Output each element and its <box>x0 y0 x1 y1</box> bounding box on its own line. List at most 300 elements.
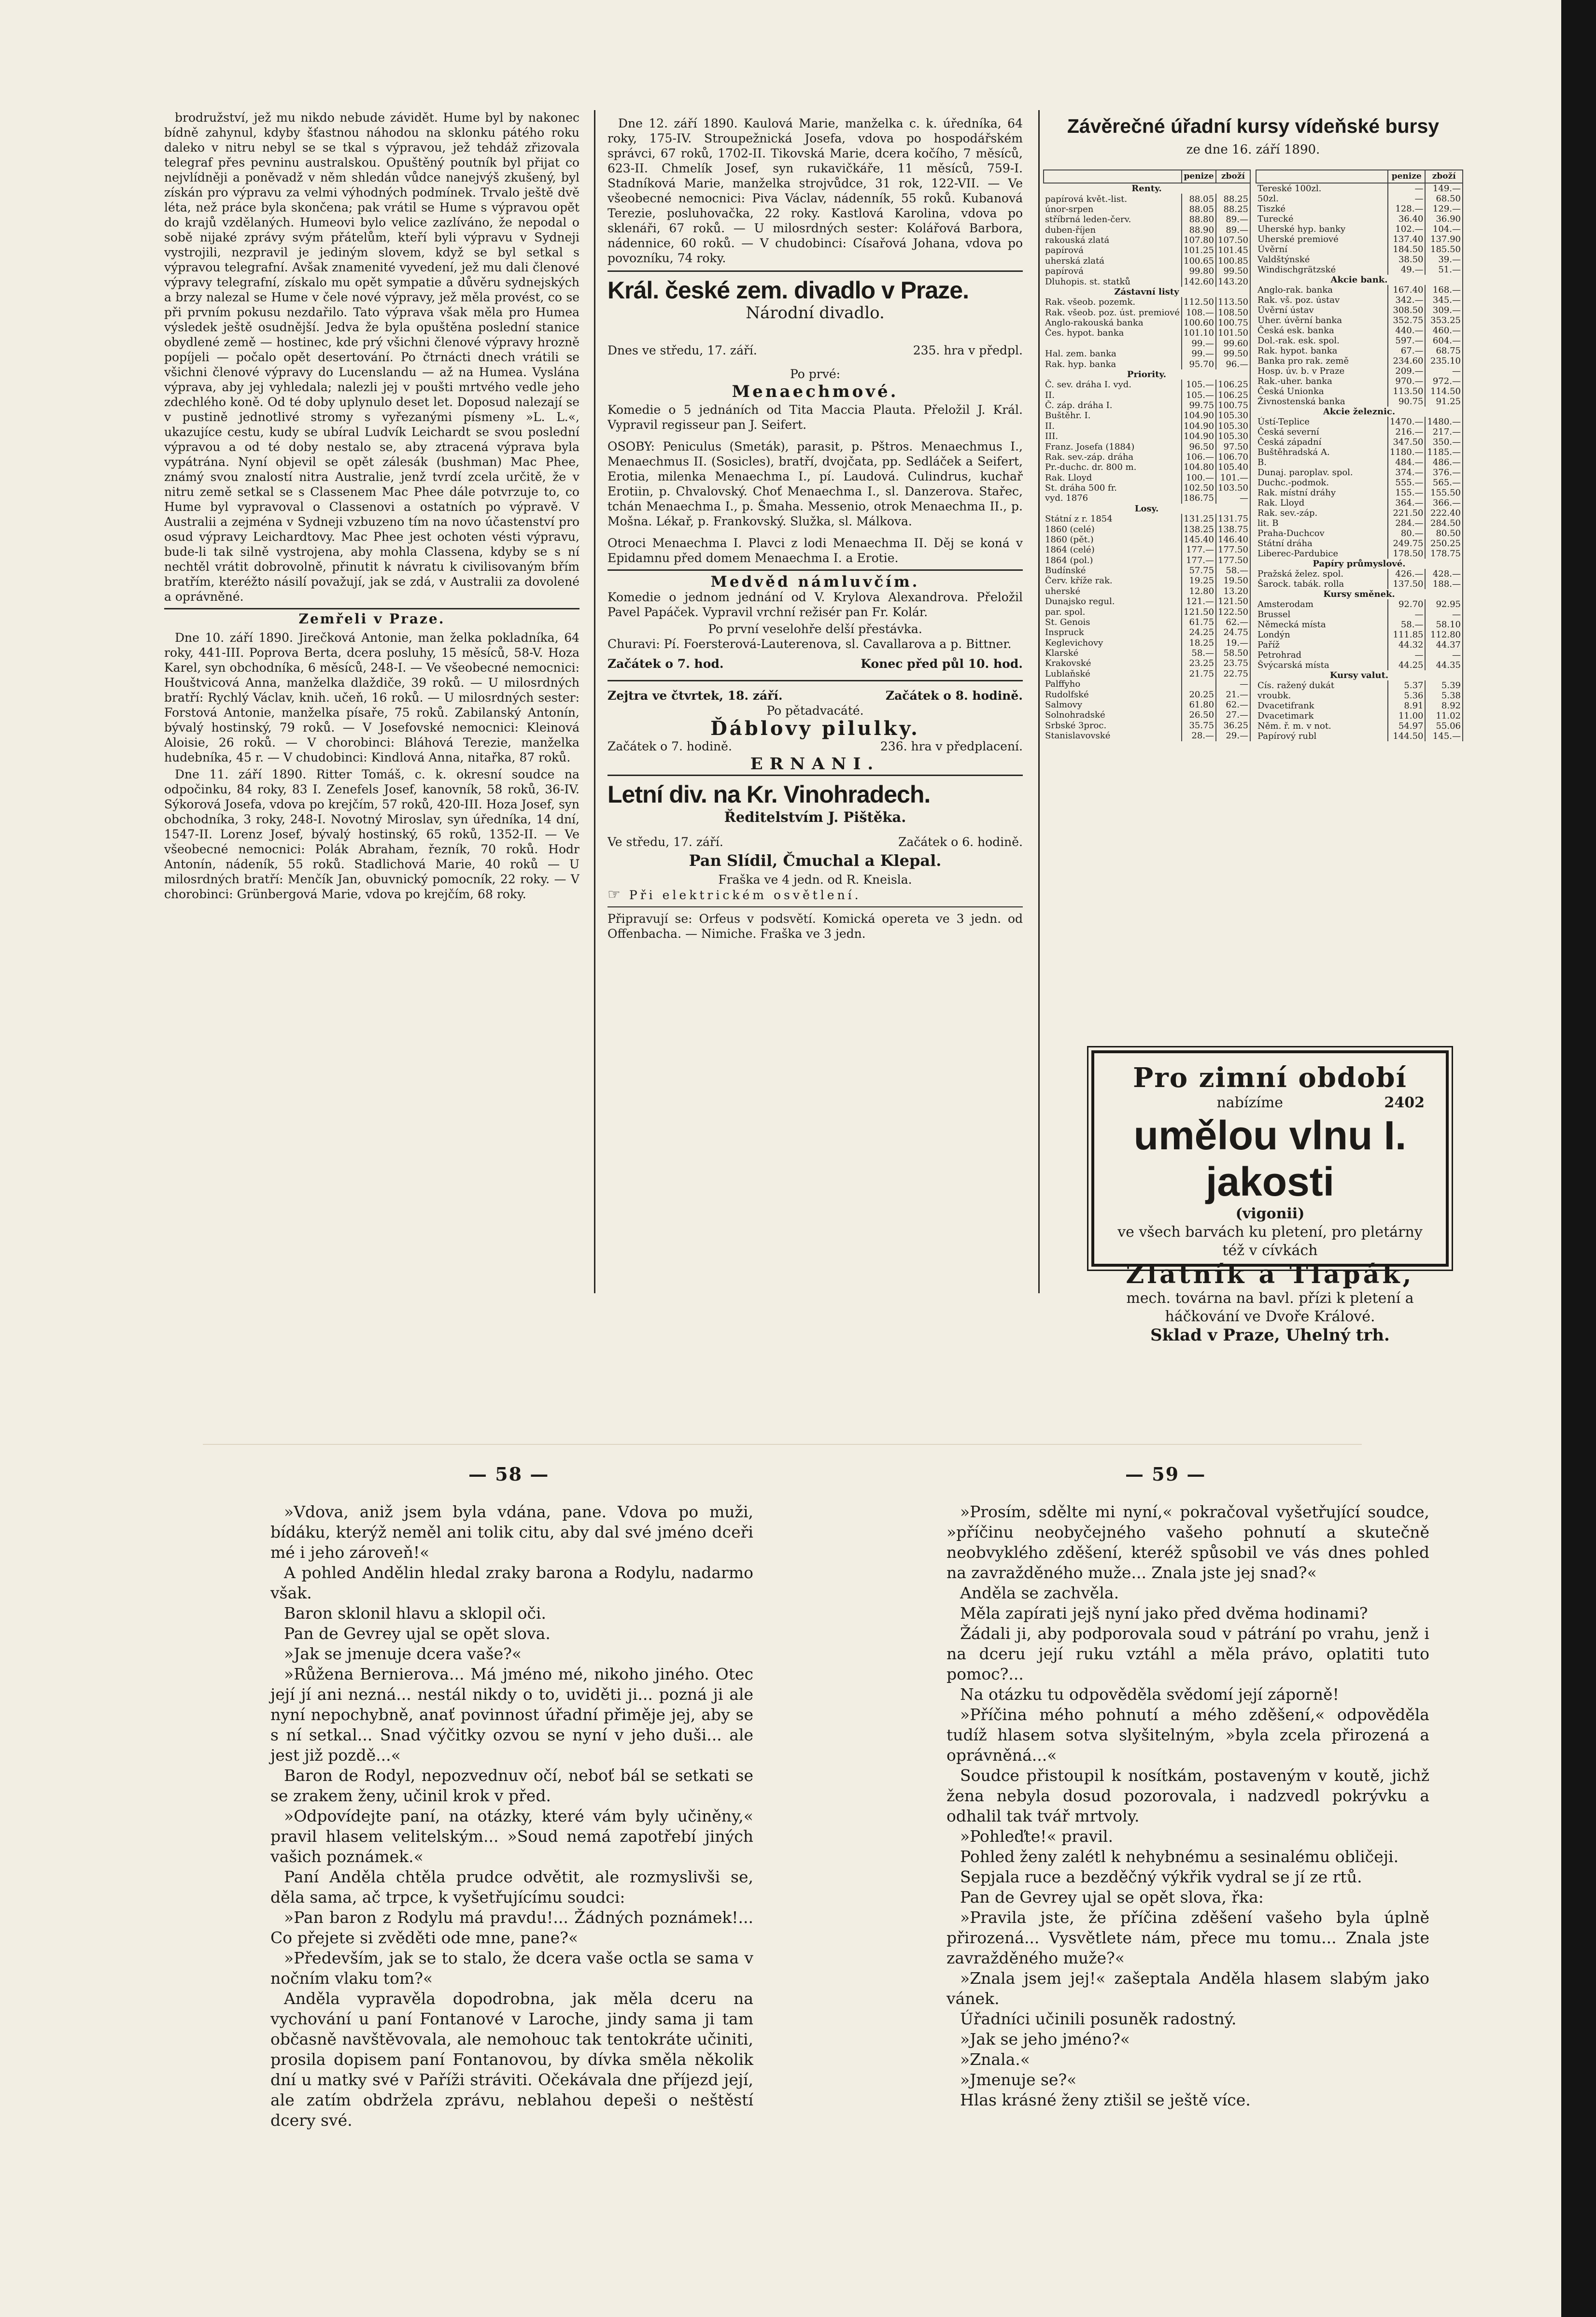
exchange-row <box>1256 620 1463 630</box>
security-name: Úvěrní ústav <box>1256 305 1388 315</box>
novel-paragraph: Anděla se zachvěla. <box>960 1583 1119 1602</box>
security-name: Rak. všeob. pozemk. <box>1044 297 1182 307</box>
price-goods: 366.— <box>1425 498 1463 508</box>
price-money: 100.60 <box>1182 318 1216 328</box>
day2-date: Zejtra ve čtvrtek, 18. září. <box>607 689 783 703</box>
divider <box>607 680 1023 681</box>
price-goods: 106.25 <box>1216 390 1250 400</box>
start1-right: Konec před půl 10. hod. <box>861 657 1023 671</box>
price-goods: 100.75 <box>1216 318 1250 328</box>
price-money: 138.25 <box>1182 524 1216 534</box>
security-name: Windischgrätzské <box>1256 265 1388 275</box>
price-goods: 185.50 <box>1425 244 1463 254</box>
price-money: 92.70 <box>1388 599 1426 609</box>
exchange-row <box>1256 407 1463 417</box>
price-goods: 101.— <box>1216 473 1250 483</box>
exchange-row <box>1044 710 1250 720</box>
price-goods: 113.50 <box>1216 297 1250 307</box>
exchange-row <box>1044 287 1250 297</box>
security-name: uherská zlatá <box>1044 256 1182 266</box>
price-goods: 62.— <box>1216 617 1250 627</box>
exchange-row <box>1044 504 1250 514</box>
exchange-row <box>1044 483 1250 493</box>
price-money: 106.— <box>1182 452 1216 462</box>
price-goods: 99.50 <box>1216 266 1250 276</box>
price-goods: 250.25 <box>1425 538 1463 549</box>
price-money: 61.80 <box>1182 700 1216 710</box>
summer-lighting <box>607 887 1023 903</box>
price-goods: 112.80 <box>1425 630 1463 640</box>
divider <box>607 569 1023 571</box>
exchange-row <box>1044 194 1250 204</box>
exchange-row <box>1256 254 1463 265</box>
price-goods: 105.30 <box>1216 410 1250 421</box>
price-money: 104.80 <box>1182 462 1216 472</box>
play-ernani: ERNANI. <box>750 754 880 774</box>
security-name: Šarock. tabák. rolla <box>1256 579 1388 589</box>
novel-paragraph: »Především, jak se to stalo, že dcera vaše octla se sama v nočním vlaku tom?« <box>270 1949 753 1988</box>
exchange-row <box>1044 328 1250 338</box>
exchange-row <box>1256 640 1463 650</box>
security-name: St. dráha 500 fr. <box>1044 483 1182 493</box>
price-goods: 604.— <box>1425 336 1463 346</box>
security-name: Duchc.-podmok. <box>1256 478 1388 488</box>
exchange-row <box>1044 256 1250 266</box>
divider <box>607 775 1023 776</box>
exchange-row <box>1044 617 1250 627</box>
price-goods: 107.50 <box>1216 235 1250 245</box>
security-name: duben-říjen <box>1044 225 1182 235</box>
ad-description: ve všech barvách ku pletení, pro pletárny též v cívkách <box>1117 1224 1423 1259</box>
theatre-title: Král. české zem. divadlo v Praze. <box>607 277 969 304</box>
start2-left: Začátek o 7. hodině. <box>607 739 732 753</box>
security-name: Uherské premiové <box>1256 234 1388 244</box>
novel-paragraph: Hlas krásné ženy ztišil se ještě více. <box>960 2091 1251 2109</box>
price-goods: 565.— <box>1425 478 1463 488</box>
price-goods: — <box>1425 650 1463 660</box>
novel-paragraph: »Jak se jeho jméno?« <box>960 2030 1130 2049</box>
exchange-row <box>1256 660 1463 670</box>
security-name: Rak. Lloyd <box>1044 473 1182 483</box>
price-money: 970.— <box>1388 376 1426 386</box>
exchange-row <box>1044 669 1250 679</box>
price-goods: — <box>1425 609 1463 620</box>
price-goods: 177.50 <box>1216 545 1250 555</box>
exchange-row <box>1256 549 1463 559</box>
price-money: 101.10 <box>1182 328 1216 338</box>
exchange-row <box>1256 315 1463 325</box>
exchange-row <box>1044 514 1250 524</box>
price-money: 104.90 <box>1182 410 1216 421</box>
security-name: Dunajsko regul. <box>1044 596 1182 607</box>
exchange-row <box>1256 478 1463 488</box>
exchange-row <box>1044 318 1250 328</box>
price-money <box>1182 679 1216 689</box>
exchange-row <box>1256 630 1463 640</box>
exchange-row <box>1044 596 1250 607</box>
exchange-section-title: Losy. <box>1044 504 1250 514</box>
price-goods: — <box>1216 493 1250 503</box>
price-money: 113.50 <box>1388 386 1426 396</box>
column-rule-2 <box>1038 110 1040 1293</box>
novel-paragraph: Na otázku tu odpověděla svědomí její záporně! <box>960 1685 1339 1704</box>
security-name: Buštěhradská A. <box>1256 447 1388 457</box>
ad-offer-row <box>1116 1094 1425 1112</box>
exchange-row <box>1256 498 1463 508</box>
exchange-row <box>1044 607 1250 617</box>
exchange-row <box>1256 204 1463 214</box>
section-divider <box>164 608 579 609</box>
price-goods: 146.40 <box>1216 535 1250 545</box>
price-money: 44.25 <box>1388 660 1426 670</box>
novel-paragraph: »Prosím, sdělte mi nyní,« pokračoval vyšetřující soudce, »příčinu neobyčejného vašeho pohnutí a skutečně neobvyklého zděšení, kteréž spůsobil ve vás dnes pohled na zavražděného muže... Znala jste jej snad?« <box>946 1502 1429 1582</box>
ad-firm: Zlatník a Tlapák, <box>1126 1260 1414 1289</box>
price-goods: 177.50 <box>1216 555 1250 565</box>
security-name: Lublaňské <box>1044 669 1182 679</box>
price-goods: — <box>1425 366 1463 376</box>
program-day2 <box>607 688 1023 703</box>
price-money: 100.65 <box>1182 256 1216 266</box>
article-hume <box>164 110 579 604</box>
exchange-row <box>1256 183 1463 194</box>
day1-date: Dnes ve středu, 17. září. <box>607 343 757 357</box>
security-name: Tereské 100zl. <box>1256 183 1388 194</box>
exchange-row <box>1044 214 1250 225</box>
security-name: Uherské hyp. banky <box>1256 224 1388 234</box>
price-money: 35.75 <box>1182 721 1216 731</box>
exchange-row <box>1044 369 1250 380</box>
exchange-row <box>1256 265 1463 275</box>
security-name: 1864 (celé) <box>1044 545 1182 555</box>
price-goods: 24.75 <box>1216 627 1250 637</box>
novel-paragraph: »Odpovídejte paní, na otázky, které vám byly učiněny,« pravil hlasem velitelským... »Soud nemá zapotřebí jiných vašich poznámek.« <box>270 1807 753 1866</box>
novel-paragraph: Úřadníci učinili posuněk radostný. <box>960 2009 1237 2028</box>
column-rule-1 <box>594 110 595 1293</box>
pointing-hand-icon: ☞ <box>607 886 623 903</box>
price-money: 99.75 <box>1182 400 1216 410</box>
security-name: Rak. všeob. poz. úst. premiové <box>1044 308 1182 318</box>
security-name: Rak. místní dráhy <box>1256 488 1388 498</box>
security-name: Ústí-Teplice <box>1256 417 1388 427</box>
price-money: 137.40 <box>1388 234 1426 244</box>
price-money: 107.80 <box>1182 235 1216 245</box>
exchange-row <box>1256 609 1463 620</box>
security-name: papírová <box>1044 266 1182 276</box>
exchange-row <box>1044 524 1250 534</box>
price-goods: 428.— <box>1425 569 1463 579</box>
divider <box>607 906 1023 907</box>
price-goods: 19.50 <box>1216 576 1250 586</box>
deaths-title: Zemřeli v Praze. <box>298 611 445 627</box>
play-dablovy-pilulky: Ďáblovy pilulky. <box>710 717 920 740</box>
exchange-row <box>1256 488 1463 498</box>
price-money: 249.75 <box>1388 538 1426 549</box>
price-money: 352.75 <box>1388 315 1426 325</box>
price-money: 18.25 <box>1182 638 1216 648</box>
novel-paragraph: »Pravila jste, že příčina zděšení vašeho byla úplně přirozená... Vysvětlete nám, přece mu tomu... Znala jste zavražděného muže?« <box>946 1908 1429 1967</box>
security-name: 1860 (celé) <box>1044 524 1182 534</box>
price-goods: 131.75 <box>1216 514 1250 524</box>
price-goods: 100.85 <box>1216 256 1250 266</box>
security-name: Č. sev. dráha I. vyd. <box>1044 380 1182 390</box>
price-money: 88.05 <box>1182 194 1216 204</box>
security-name: II. <box>1044 421 1182 431</box>
price-goods: 13.20 <box>1216 586 1250 596</box>
exchange-row <box>1256 670 1463 680</box>
security-name: Papírový rubl <box>1256 731 1388 741</box>
security-name: Stanislavovské <box>1044 731 1182 741</box>
exchange-row <box>1044 473 1250 483</box>
exchange-row <box>1044 380 1250 390</box>
price-goods: 55.06 <box>1425 721 1463 731</box>
exchange-row <box>1256 650 1463 660</box>
price-goods: 23.75 <box>1216 658 1250 668</box>
price-money: 142.60 <box>1182 276 1216 286</box>
exchange-section-title: Papíry průmyslové. <box>1256 559 1463 569</box>
price-goods: 58.10 <box>1425 620 1463 630</box>
security-name: Živnostenská banka <box>1256 396 1388 407</box>
price-goods: 101.45 <box>1216 245 1250 255</box>
price-money: 54.97 <box>1388 721 1426 731</box>
security-name: Solnohradské <box>1044 710 1182 720</box>
security-name <box>1044 339 1182 349</box>
security-name: St. Genois <box>1044 617 1182 627</box>
novel-paragraph: Soudce přistoupil k nosítkám, postaveným v koutě, jichž žena nebyla dosud pozorovala, i nadzvedl pokrývku a odhalil tak tvář mrtvoly. <box>946 1766 1429 1825</box>
price-goods: 222.40 <box>1425 508 1463 518</box>
price-money: 102.— <box>1388 224 1426 234</box>
price-money: 8.91 <box>1388 701 1426 711</box>
price-goods: 145.— <box>1425 731 1463 741</box>
exchange-row <box>1044 359 1250 369</box>
security-name: Petrohrad <box>1256 650 1388 660</box>
exchange-row <box>1044 462 1250 472</box>
price-goods: 350.— <box>1425 437 1463 447</box>
exchange-row <box>1256 589 1463 599</box>
security-name: únor-srpen <box>1044 204 1182 214</box>
security-name: papírová květ.-list. <box>1044 194 1182 204</box>
price-goods: 21.— <box>1216 689 1250 699</box>
exchange-row <box>1256 599 1463 609</box>
price-goods: 105.40 <box>1216 462 1250 472</box>
price-money: 216.— <box>1388 427 1426 437</box>
price-money: 104.90 <box>1182 431 1216 441</box>
price-money: 5.37 <box>1388 680 1426 691</box>
exchange-row <box>1256 701 1463 711</box>
divider <box>607 270 1023 272</box>
price-goods: 106.25 <box>1216 380 1250 390</box>
price-goods: 88.25 <box>1216 194 1250 204</box>
price-goods: 89.— <box>1216 225 1250 235</box>
start-time-2 <box>607 739 1023 754</box>
exchange-section-title: Akcie železnic. <box>1256 407 1463 417</box>
security-name: Hosp. úv. b. v Praze <box>1256 366 1388 376</box>
novel-paragraph: Sepjala ruce a bezděčný výkřik vydral se jí ze rtů. <box>960 1867 1362 1886</box>
price-money: 144.50 <box>1388 731 1426 741</box>
price-money: — <box>1388 609 1426 620</box>
price-money: 121.— <box>1182 596 1216 607</box>
security-name: III. <box>1044 431 1182 441</box>
exchange-row <box>1256 224 1463 234</box>
security-name: Brussel <box>1256 609 1388 620</box>
price-goods: 88.25 <box>1216 204 1250 214</box>
exchange-row <box>1044 390 1250 400</box>
exchange-row <box>1044 400 1250 410</box>
security-name: Krakovské <box>1044 658 1182 668</box>
exchange-row <box>1256 447 1463 457</box>
exchange-row <box>1256 376 1463 386</box>
price-money: 80.— <box>1388 528 1426 538</box>
exchange-row <box>1256 285 1463 295</box>
security-name: Česká esk. banka <box>1256 325 1388 336</box>
price-goods: 460.— <box>1425 325 1463 336</box>
exchange-row <box>1256 437 1463 447</box>
price-goods: 5.38 <box>1425 691 1463 701</box>
security-name: Dunaj. paroplav. spol. <box>1256 467 1388 478</box>
deaths-list <box>164 630 579 902</box>
price-goods: 27.— <box>1216 710 1250 720</box>
price-goods: 89.— <box>1216 214 1250 225</box>
price-money: 67.— <box>1388 346 1426 356</box>
exchange-row <box>1044 452 1250 462</box>
col-money: penize <box>1182 170 1216 183</box>
price-money: 105.— <box>1182 380 1216 390</box>
security-name: Klarské <box>1044 648 1182 658</box>
security-name: Keglevichovy <box>1044 638 1182 648</box>
price-money: 95.70 <box>1182 359 1216 369</box>
price-money: 58.— <box>1388 620 1426 630</box>
security-name: Anglo-rakouská banka <box>1044 318 1182 328</box>
price-money: 209.— <box>1388 366 1426 376</box>
novel-page-58 <box>270 1502 753 2188</box>
price-goods: 36.90 <box>1425 214 1463 224</box>
col-goods: zboží <box>1425 170 1463 183</box>
price-money: 1470.— <box>1388 417 1426 427</box>
exchange-row <box>1044 349 1250 359</box>
exchange-row <box>1044 700 1250 710</box>
price-money: 440.— <box>1388 325 1426 336</box>
exchange-row <box>1044 535 1250 545</box>
security-name: Rudolfské <box>1044 689 1182 699</box>
security-name: Dluhopis. st. statků <box>1044 276 1182 286</box>
security-name: Franz. Josefa (1884) <box>1044 441 1182 452</box>
security-name: II. <box>1044 390 1182 400</box>
exchange-row <box>1044 731 1250 741</box>
security-name: Pražská želez. spol. <box>1256 569 1388 579</box>
price-money: 342.— <box>1388 295 1426 305</box>
start-time-1 <box>607 656 1023 671</box>
security-name: Turecké <box>1256 214 1388 224</box>
exchange-row <box>1044 689 1250 699</box>
price-goods: 80.50 <box>1425 528 1463 538</box>
price-goods: 5.39 <box>1425 680 1463 691</box>
exchange-row <box>1256 366 1463 376</box>
price-goods: 51.— <box>1425 265 1463 275</box>
price-goods: 100.75 <box>1216 400 1250 410</box>
security-name: Rak. hypot. banka <box>1256 346 1388 356</box>
price-money: 347.50 <box>1388 437 1426 447</box>
price-goods: 91.25 <box>1425 396 1463 407</box>
security-name: Německá místa <box>1256 620 1388 630</box>
exchange-row <box>1256 691 1463 701</box>
price-money: 112.50 <box>1182 297 1216 307</box>
security-name: Liberec-Pardubice <box>1256 549 1388 559</box>
security-name: stříbrná leden-červ. <box>1044 214 1182 225</box>
price-money: 121.50 <box>1182 607 1216 617</box>
security-name: Státní z r. 1854 <box>1044 514 1182 524</box>
play2-note: Po první veselohře delší přestávka. <box>708 622 922 636</box>
security-name: 1864 (pol.) <box>1044 555 1182 565</box>
price-money: 234.60 <box>1388 356 1426 366</box>
security-name: Čes. hypot. banka <box>1044 328 1182 338</box>
day2-start: Začátek o 8. hodině. <box>885 689 1023 703</box>
price-goods: 217.— <box>1425 427 1463 437</box>
exchange-row <box>1256 528 1463 538</box>
exchange-row <box>1044 410 1250 421</box>
price-money: 23.25 <box>1182 658 1216 668</box>
exchange-row <box>1044 565 1250 576</box>
security-name: Palffyho <box>1044 679 1182 689</box>
security-name: Hal. zem. banka <box>1044 349 1182 359</box>
price-goods: 11.02 <box>1425 711 1463 721</box>
security-name: Valdštýnské <box>1256 254 1388 265</box>
exchange-row <box>1256 396 1463 407</box>
start2-right: 236. hra v předplacení. <box>880 739 1023 753</box>
price-money: 308.50 <box>1388 305 1426 315</box>
exchange-row <box>1256 346 1463 356</box>
price-goods: 105.30 <box>1216 431 1250 441</box>
price-goods: 376.— <box>1425 467 1463 478</box>
exchange-row <box>1256 680 1463 691</box>
price-goods: 36.25 <box>1216 721 1250 731</box>
novel-paragraph: »Pan baron z Rodylu má pravdu!... Žádných poznámek!... Co přejete si zvěděti ode mne, pane?« <box>270 1908 753 1947</box>
exchange-row <box>1256 234 1463 244</box>
price-goods: 108.50 <box>1216 308 1250 318</box>
novel-page-59 <box>946 1502 1429 2188</box>
price-money: 364.— <box>1388 498 1426 508</box>
price-goods: 138.75 <box>1216 524 1250 534</box>
security-name: rakouská zlatá <box>1044 235 1182 245</box>
price-money: 11.00 <box>1388 711 1426 721</box>
theatre-subtitle: Národní divadlo. <box>746 303 885 323</box>
security-name: lit. B <box>1256 518 1388 528</box>
exchange-row <box>1044 225 1250 235</box>
novel-paragraph: »Znala.« <box>960 2050 1030 2069</box>
exchange-table-right <box>1256 170 1463 741</box>
price-money: 5.36 <box>1388 691 1426 701</box>
security-name: Tiszké <box>1256 204 1388 214</box>
price-money: — <box>1388 183 1426 194</box>
exchange-row <box>1256 305 1463 315</box>
security-name: 1860 (pět.) <box>1044 535 1182 545</box>
security-name: par. spol. <box>1044 607 1182 617</box>
security-name: B. <box>1256 457 1388 467</box>
price-money: 20.25 <box>1182 689 1216 699</box>
price-money: 21.75 <box>1182 669 1216 679</box>
summer-theatre-title: Letní div. na Kr. Vinohradech. <box>607 781 931 808</box>
exchange-row <box>1256 711 1463 721</box>
novel-paragraph: Pan de Gevrey ujal se opět slova, řka: <box>960 1888 1264 1907</box>
price-goods: 104.— <box>1425 224 1463 234</box>
price-goods: 486.— <box>1425 457 1463 467</box>
price-goods: 58.50 <box>1216 648 1250 658</box>
exchange-row <box>1044 648 1250 658</box>
price-goods: 137.90 <box>1425 234 1463 244</box>
security-name: Anglo-rak. banka <box>1256 285 1388 295</box>
exchange-row <box>1256 457 1463 467</box>
price-money: 28.— <box>1182 731 1216 741</box>
price-goods: 92.95 <box>1425 599 1463 609</box>
exchange-row <box>1044 204 1250 214</box>
